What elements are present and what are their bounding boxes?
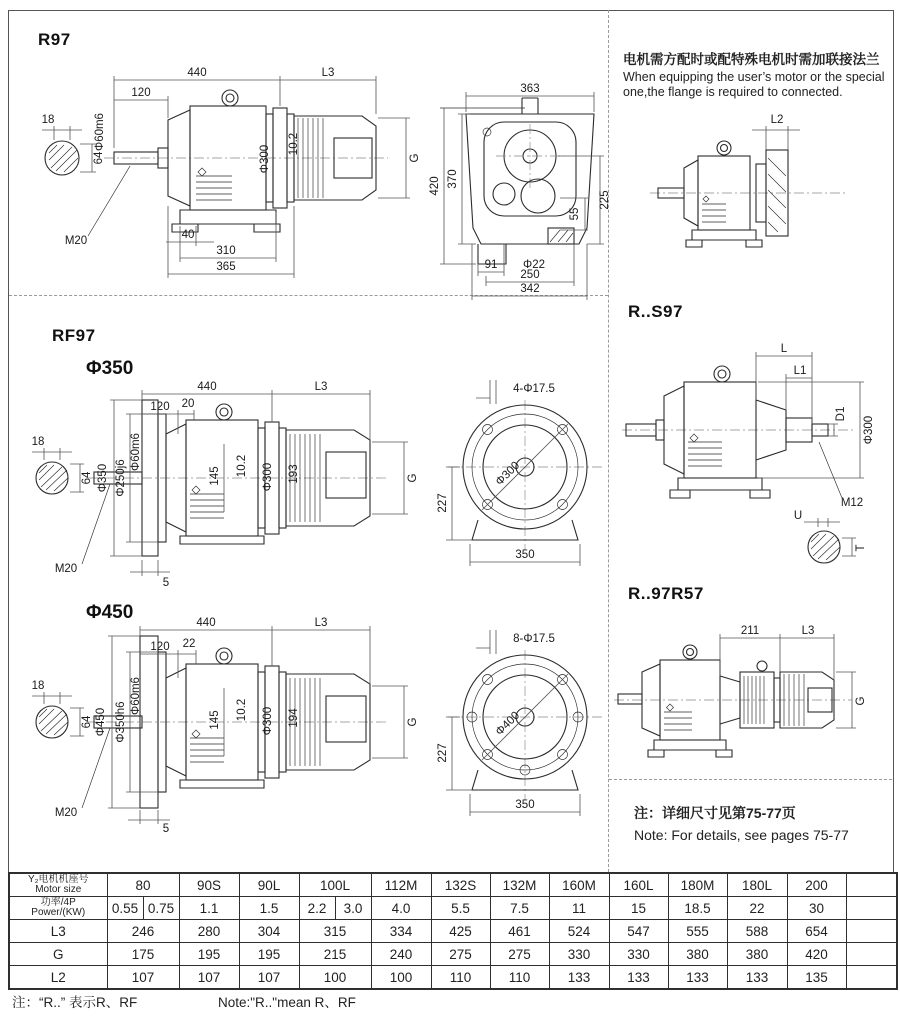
dim-227: 227 [437, 743, 449, 763]
dim-310: 310 [216, 245, 236, 257]
power-cell: 4.0 [371, 897, 431, 920]
power-cell: 7.5 [490, 897, 549, 920]
l3-cell: 315 [299, 920, 371, 943]
l2-cell: 133 [668, 966, 727, 990]
dim-g: G [409, 153, 421, 163]
dim-227: 227 [437, 493, 449, 513]
l3-cell: 555 [668, 920, 727, 943]
dim-t: T [855, 544, 867, 552]
rf97-350-subtitle: Φ350 [86, 358, 134, 379]
fl350-outline [448, 400, 602, 550]
rf97-450-flange-view [430, 622, 615, 827]
dim-g: G [407, 717, 419, 727]
empty-cell [846, 873, 897, 897]
dim-gap: 10.2 [236, 454, 248, 478]
dim-225: 225 [599, 190, 611, 210]
l3-cell: 280 [179, 920, 239, 943]
size-cell: 180L [727, 873, 787, 897]
dim-l3: L3 [314, 381, 328, 393]
g-cell: 380 [727, 943, 787, 966]
footnote-en: Note:"R.."mean R、RF [218, 995, 356, 1010]
size-cell: 112M [371, 873, 431, 897]
dim-gap: 10.2 [236, 698, 248, 722]
power-cell: 30 [787, 897, 846, 920]
size-cell: 132M [490, 873, 549, 897]
dim-194: 194 [288, 708, 300, 728]
motor-size-header [9, 873, 107, 897]
size-cell: 90L [239, 873, 299, 897]
g-cell: 195 [179, 943, 239, 966]
dim-shaft-dia: Φ60m6 [94, 113, 106, 151]
g-cell: 330 [549, 943, 609, 966]
rf97-450-subtitle: Φ450 [86, 602, 134, 623]
dim-l3: L3 [801, 625, 815, 637]
dim-350: 350 [515, 549, 535, 561]
r97-end-drawing [430, 78, 630, 300]
dim-145: 145 [209, 466, 221, 486]
motor-size-row [9, 873, 897, 897]
r97-shaft-section [42, 126, 96, 175]
dim-hole: Φ22 [523, 259, 545, 271]
l2-cell: 110 [431, 966, 490, 990]
l2-cell: 133 [549, 966, 609, 990]
dim-m20: M20 [64, 235, 88, 247]
dim-key-height: 64 [81, 471, 93, 485]
detail-notes [634, 802, 849, 846]
g-cell: 275 [431, 943, 490, 966]
flange-note [623, 52, 889, 101]
power-cell: 1.5 [239, 897, 299, 920]
dim-shaft-dia: Φ60m6 [130, 677, 142, 715]
empty-cell [846, 943, 897, 966]
dim-spigot: Φ250j6 [115, 459, 127, 497]
dim-193: 193 [288, 464, 300, 484]
g-row [9, 943, 897, 966]
l2-cell: 107 [179, 966, 239, 990]
dim-key-height: 64 [81, 715, 93, 729]
dim-145: 145 [209, 710, 221, 730]
empty-cell [846, 966, 897, 990]
rf97-350-drawing [14, 374, 444, 592]
dim-91: 91 [484, 259, 498, 271]
rs97-shaft-section [804, 518, 856, 563]
dim-motor-flange: Φ300 [262, 462, 274, 492]
dim-l1: L1 [793, 365, 807, 377]
l3-cell: 425 [431, 920, 490, 943]
motor-size-zh: Y₂电机机座号 [27, 873, 89, 885]
r97-side-drawing [18, 56, 438, 290]
l2-body-outline [650, 141, 845, 247]
power-cell: 1.1 [179, 897, 239, 920]
motor-size-en: Motor size [35, 884, 82, 895]
power-cell: 0.55 [107, 897, 143, 920]
power-cell: 3.0 [335, 897, 371, 920]
dim-l: L [780, 343, 788, 355]
dim-120: 120 [150, 401, 170, 413]
dim-5: 5 [162, 823, 170, 835]
dim-key-width: 18 [41, 114, 55, 126]
dim-342: 342 [520, 283, 540, 295]
l3-cell: 304 [239, 920, 299, 943]
dim-d1: D1 [835, 406, 847, 422]
g-cell: 330 [609, 943, 668, 966]
power-cell: 0.75 [143, 897, 179, 920]
r97-end-outline [440, 98, 594, 264]
l3-cell: 588 [727, 920, 787, 943]
dim-420: 420 [429, 176, 441, 196]
size-cell: 90S [179, 873, 239, 897]
power-row [9, 897, 897, 920]
l3-cell: 524 [549, 920, 609, 943]
dim-g: G [855, 696, 867, 706]
l2-row [9, 966, 897, 990]
dim-350: 350 [515, 799, 535, 811]
dim-370: 370 [447, 169, 459, 189]
dim-m12: M12 [840, 497, 864, 509]
dim-440: 440 [197, 381, 217, 393]
l3-row [9, 920, 897, 943]
rs97-drawing [614, 322, 889, 577]
rf97-350-flange-view [430, 372, 615, 577]
dim-holes: 4-Φ17.5 [513, 383, 555, 395]
size-cell: 180M [668, 873, 727, 897]
flange-note-en2: one,the flange is required to connected. [623, 85, 843, 99]
dim-motor-flange: Φ300 [262, 706, 274, 736]
l3-cell: 547 [609, 920, 668, 943]
l2-cell: 133 [727, 966, 787, 990]
g-cell: 420 [787, 943, 846, 966]
dim-bolt-circle: Φ300 [493, 459, 523, 489]
power-zh: 功率/4P [40, 896, 76, 908]
dim-key-width: 18 [31, 680, 45, 692]
g-cell: 215 [299, 943, 371, 966]
power-cell: 5.5 [431, 897, 490, 920]
size-cell: 100L [299, 873, 371, 897]
dim-m20: M20 [54, 807, 78, 819]
dim-m20: M20 [54, 563, 78, 575]
rf97-450-drawing [14, 618, 444, 836]
r97r57-body-outline [614, 645, 852, 757]
l2-cell: 107 [107, 966, 179, 990]
detail-note-zh: 注：详细尺寸见第75-77页 [634, 805, 796, 821]
l3-cell: 461 [490, 920, 549, 943]
dim-l2: L2 [770, 114, 784, 126]
g-cell: 240 [371, 943, 431, 966]
dim-365: 365 [216, 261, 236, 273]
row-label: G [9, 943, 107, 966]
dim-spigot: Φ350h6 [115, 701, 127, 743]
size-cell: 160L [609, 873, 668, 897]
empty-cell [846, 920, 897, 943]
dim-20: 20 [181, 398, 195, 410]
dim-g: G [407, 473, 419, 483]
l2-cell: 135 [787, 966, 846, 990]
rf350-shaft-section [32, 448, 84, 494]
power-header [9, 897, 107, 920]
dim-gap: 10.2 [288, 132, 300, 156]
l3-cell: 246 [107, 920, 179, 943]
rs97-title: R..S97 [628, 302, 683, 321]
r97r57-title: R..97R57 [628, 584, 704, 603]
g-cell: 275 [490, 943, 549, 966]
horizontal-divider-right [609, 779, 892, 780]
dim-440: 440 [187, 67, 207, 79]
g-cell: 175 [107, 943, 179, 966]
l2-cell: 110 [490, 966, 549, 990]
dim-363: 363 [520, 83, 540, 95]
dim-120: 120 [150, 641, 170, 653]
flange-note-en1: When equipping the user’s motor or the special [623, 69, 885, 84]
rf450-shaft-section [32, 692, 84, 738]
dim-40: 40 [181, 229, 195, 241]
g-cell: 380 [668, 943, 727, 966]
size-cell: 80 [107, 873, 179, 897]
l2-cell: 107 [239, 966, 299, 990]
size-cell: 160M [549, 873, 609, 897]
l2-cell: 133 [609, 966, 668, 990]
row-label: L3 [9, 920, 107, 943]
dim-flange: Φ450 [95, 707, 107, 737]
power-cell: 11 [549, 897, 609, 920]
dim-u: U [793, 510, 803, 522]
r97-body-outline [104, 90, 388, 232]
row-label: L2 [9, 966, 107, 990]
empty-cell [846, 897, 897, 920]
dim-5: 5 [162, 577, 170, 589]
l3-cell: 654 [787, 920, 846, 943]
l2-cell: 100 [299, 966, 371, 990]
flange-note-zh: 电机需方配时或配特殊电机时需加联接法兰 [623, 52, 880, 67]
power-cell: 15 [609, 897, 668, 920]
size-cell: 200 [787, 873, 846, 897]
power-cell: 2.2 [299, 897, 335, 920]
power-cell: 22 [727, 897, 787, 920]
l3-cell: 334 [371, 920, 431, 943]
dim-dia300: Φ300 [863, 415, 875, 445]
fl450-outline [448, 650, 602, 800]
power-cell: 18.5 [668, 897, 727, 920]
dim-55: 55 [569, 207, 581, 221]
l2-cell: 100 [371, 966, 431, 990]
dim-250: 250 [520, 269, 540, 281]
detail-note-en: Note: For details, see pages 75-77 [634, 827, 849, 843]
dim-211: 211 [740, 625, 760, 637]
power-en: Power/(KW) [31, 907, 86, 918]
dim-440: 440 [196, 617, 216, 629]
footnote-zh: 注：“R..” 表示R、RF [12, 995, 138, 1010]
size-cell: 132S [431, 873, 490, 897]
dim-22: 22 [182, 638, 196, 650]
dim-l3: L3 [321, 67, 335, 79]
r97-title: R97 [38, 30, 71, 49]
l2-flange-drawing [640, 108, 895, 276]
dim-flange: Φ350 [97, 463, 109, 493]
dim-holes: 8-Φ17.5 [513, 633, 555, 645]
rf97-title: RF97 [52, 326, 96, 345]
r97r57-drawing [612, 608, 892, 776]
dim-120: 120 [131, 87, 151, 99]
dim-key-height: 64 [93, 151, 105, 165]
g-cell: 195 [239, 943, 299, 966]
dim-l3: L3 [314, 617, 328, 629]
dim-flange-dia: Φ300 [259, 144, 271, 174]
dimension-table [8, 872, 898, 990]
dim-key-width: 18 [31, 436, 45, 448]
dim-shaft-dia: Φ60m6 [130, 433, 142, 471]
dim-bolt-circle: Φ400 [493, 709, 523, 739]
